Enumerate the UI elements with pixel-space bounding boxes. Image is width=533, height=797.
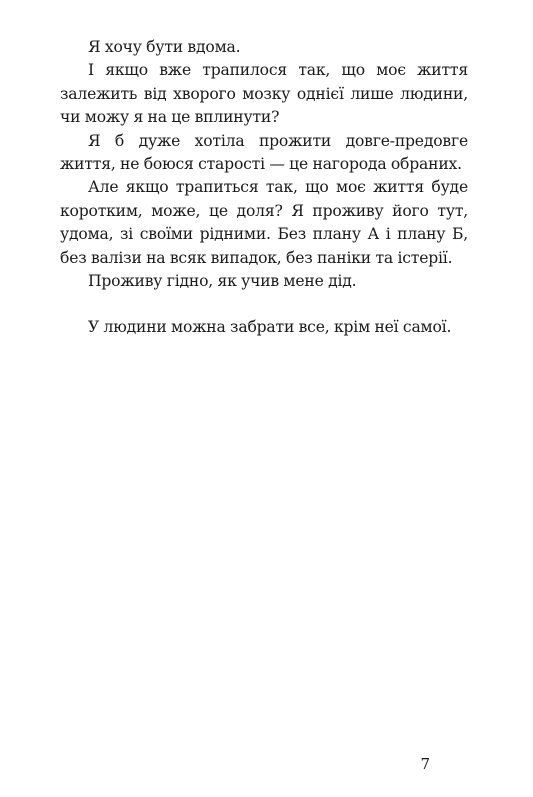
page-body [60, 36, 468, 340]
paragraph-2: І якщо вже трапилося так, що моє життя залежить від хворого мозку однієї лише людини, чи можу я на це вплинути? [60, 61, 468, 127]
paragraph-3: Я б дуже хотіла прожити довге-предовге життя, не боюся старості — це нагорода обраних. [60, 131, 468, 174]
closing-line: У людини можна забрати все, крім неї самої. [88, 318, 452, 337]
paragraph-4: Але якщо трапиться так, що моє життя буде коротким, може, це доля? Я проживу його тут, удома, зі своїми рідними. Без плану А і плану Б, без валізи на всяк випадок, без паніки та істерії. [60, 178, 468, 267]
paragraph-5: Проживу гідно, як учив мене дід. [88, 272, 357, 291]
paragraph-gap [60, 293, 468, 316]
page-number: 7 [420, 755, 430, 773]
paragraph-1: Я хочу бути вдома. [88, 38, 241, 56]
